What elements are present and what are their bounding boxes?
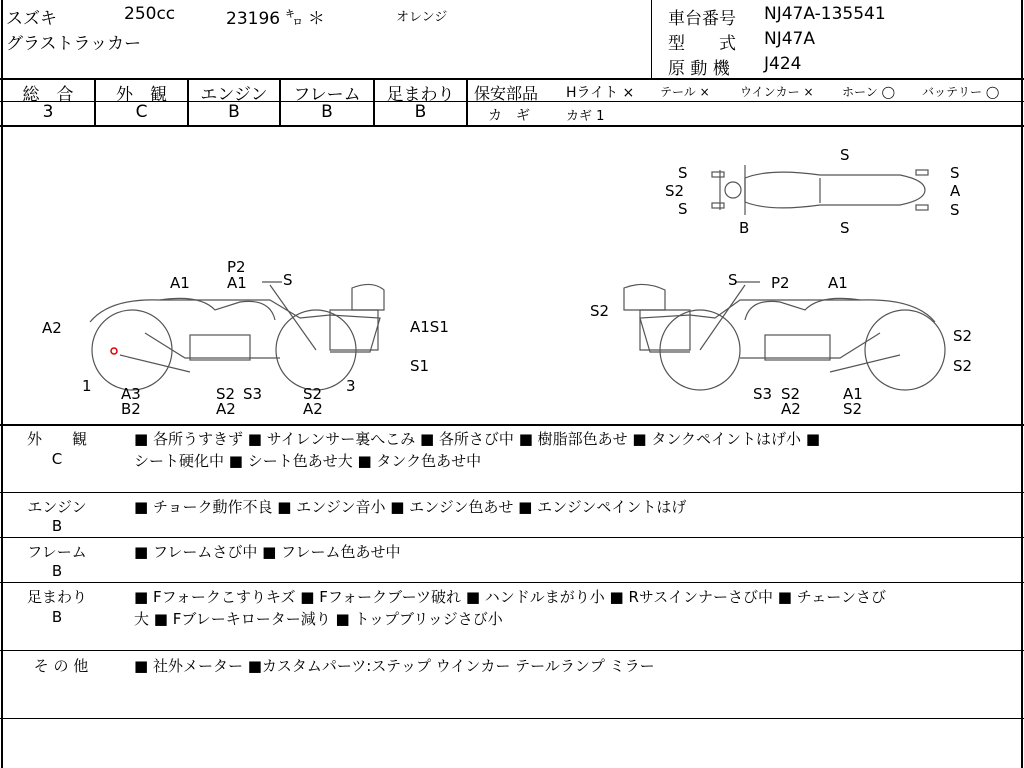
left-label-a1: A1 — [170, 274, 190, 292]
color: オレンジ — [396, 10, 448, 25]
remark-frame-grade: B — [51, 562, 63, 580]
remark-other-label: そ の 他 — [33, 657, 89, 675]
right-label-s-top: S — [728, 271, 738, 289]
grade-suspension: B — [414, 102, 427, 122]
hline-5 — [0, 492, 1024, 493]
top-label-right-a: A — [950, 182, 961, 200]
type-number: NJ47A — [764, 29, 815, 49]
grade-total: 3 — [42, 102, 54, 122]
remark-exterior-line2: シート硬化中 ■ シート色あせ大 ■ タンク色あせ中 — [134, 452, 482, 470]
vline-g5 — [466, 79, 468, 126]
remark-exterior-line1: ■ 各所うすきず ■ サイレンサー裏へこみ ■ 各所さび中 ■ 樹脂部色あせ ■ タンクペイントはげ小 ■ — [134, 430, 820, 448]
left-label-a1s1: A1S1 — [410, 318, 449, 336]
remark-suspension-label: 足まわり — [26, 588, 87, 606]
top-label-s-top: S — [840, 146, 850, 164]
hline-9 — [0, 718, 1024, 719]
bike-left-view — [90, 282, 384, 390]
left-label-num1: 1 — [82, 377, 92, 395]
remark-suspension-grade: B — [51, 608, 63, 626]
top-label-s-bottom: S — [840, 219, 850, 237]
grade-engine-label: エンジン — [200, 85, 268, 105]
right-label-a2: A2 — [781, 400, 801, 418]
grade-exterior-label: 外 観 — [116, 85, 167, 105]
grade-total-label: 総 合 — [22, 85, 74, 105]
right-label-a1-top: A1 — [828, 274, 848, 292]
model-name: グラストラッカー — [6, 34, 142, 54]
grade-frame-label: フレーム — [293, 85, 361, 105]
key-label: カ ギ — [488, 108, 530, 124]
safety-winker: ウインカー × — [740, 85, 814, 99]
top-label-s1: S — [678, 164, 688, 182]
bike-top-view — [712, 165, 928, 215]
safety-headlight: Hライト × — [566, 85, 635, 101]
engine-number: J424 — [764, 54, 802, 74]
safety-horn: ホーン ◯ — [842, 85, 896, 99]
frame-label: 車台番号 — [668, 9, 736, 29]
engine-label: 原 動 機 — [668, 59, 730, 79]
left-label-p2: P2 — [227, 258, 246, 276]
left-label-a2-2: A2 — [303, 400, 323, 418]
motorcycle-damage-diagram — [0, 127, 1024, 424]
remark-exterior-label: 外 観 — [26, 430, 87, 448]
hline-6 — [0, 537, 1024, 538]
hline-4 — [0, 424, 1024, 426]
remark-frame-line1: ■ フレームさび中 ■ フレーム色あせ中 — [134, 543, 401, 561]
safety-label: 保安部品 — [474, 84, 539, 103]
right-label-s2-r2: S2 — [953, 357, 973, 375]
top-label-b: B — [739, 219, 750, 237]
remark-exterior-grade: C — [51, 450, 63, 468]
right-label-s2-r1: S2 — [953, 327, 973, 345]
remark-suspension-line2: 大 ■ Fブレーキローター減り ■ トップブリッジさび小 — [134, 610, 503, 628]
right-label-s2: S2 — [781, 385, 801, 403]
grade-engine: B — [228, 102, 240, 122]
safety-battery: バッテリー ◯ — [922, 85, 1000, 99]
displacement: 250cc — [124, 4, 176, 24]
left-label-a3: A3 — [121, 385, 141, 403]
right-label-p2: P2 — [771, 274, 790, 292]
remark-engine-label: エンジン — [27, 498, 87, 516]
left-label-a1-top: A1 — [227, 274, 247, 292]
grade-frame: B — [321, 102, 333, 122]
type-label: 型 式 — [668, 34, 736, 54]
grade-exterior: C — [135, 102, 148, 122]
top-label-right-s2: S — [950, 201, 960, 219]
mileage: 23196 ㌔ ＊ — [226, 9, 325, 29]
left-label-a2-1: A2 — [216, 400, 236, 418]
left-label-num3: 3 — [346, 377, 356, 395]
top-label-s3: S — [678, 200, 688, 218]
right-label-s2-bottom: S2 — [843, 400, 863, 418]
safety-tail: テール × — [660, 85, 710, 99]
remark-engine-line1: ■ チョーク動作不良 ■ エンジン音小 ■ エンジン色あせ ■ エンジンペイントはげ — [134, 498, 687, 516]
bike-right-view — [624, 282, 945, 390]
left-label-s1: S1 — [410, 357, 430, 375]
key-value: カギ 1 — [566, 109, 605, 124]
hline-8 — [0, 650, 1024, 651]
remark-other-line1: ■ 社外メーター ■カスタムパーツ:ステップ ウインカー テールランプ ミラー — [134, 657, 655, 675]
left-label-s3: S3 — [243, 385, 263, 403]
top-label-right-s1: S — [950, 164, 960, 182]
damage-mark-red — [111, 348, 117, 354]
right-label-s3: S3 — [753, 385, 773, 403]
right-label-a1: A1 — [843, 385, 863, 403]
left-label-s2-2: S2 — [303, 385, 323, 403]
left-label-s-top: S — [283, 271, 293, 289]
grade-suspension-label: 足まわり — [386, 85, 455, 105]
remark-suspension-line1: ■ Fフォークこすりキズ ■ Fフォークブーツ破れ ■ ハンドルまがり小 ■ Rサスインナーさび中 ■ チェーンさび — [134, 588, 886, 606]
hline-7 — [0, 582, 1024, 583]
vline-hdr — [651, 0, 652, 79]
left-label-a2: A2 — [42, 319, 62, 337]
top-label-s2: S2 — [665, 182, 685, 200]
frame-number: NJ47A-135541 — [764, 4, 886, 24]
left-label-s2-1: S2 — [216, 385, 236, 403]
left-label-b2: B2 — [121, 400, 141, 418]
remark-engine-grade: B — [51, 517, 63, 535]
remark-frame-label: フレーム — [27, 543, 87, 561]
right-label-s2-left: S2 — [590, 302, 610, 320]
maker: スズキ — [6, 9, 57, 29]
